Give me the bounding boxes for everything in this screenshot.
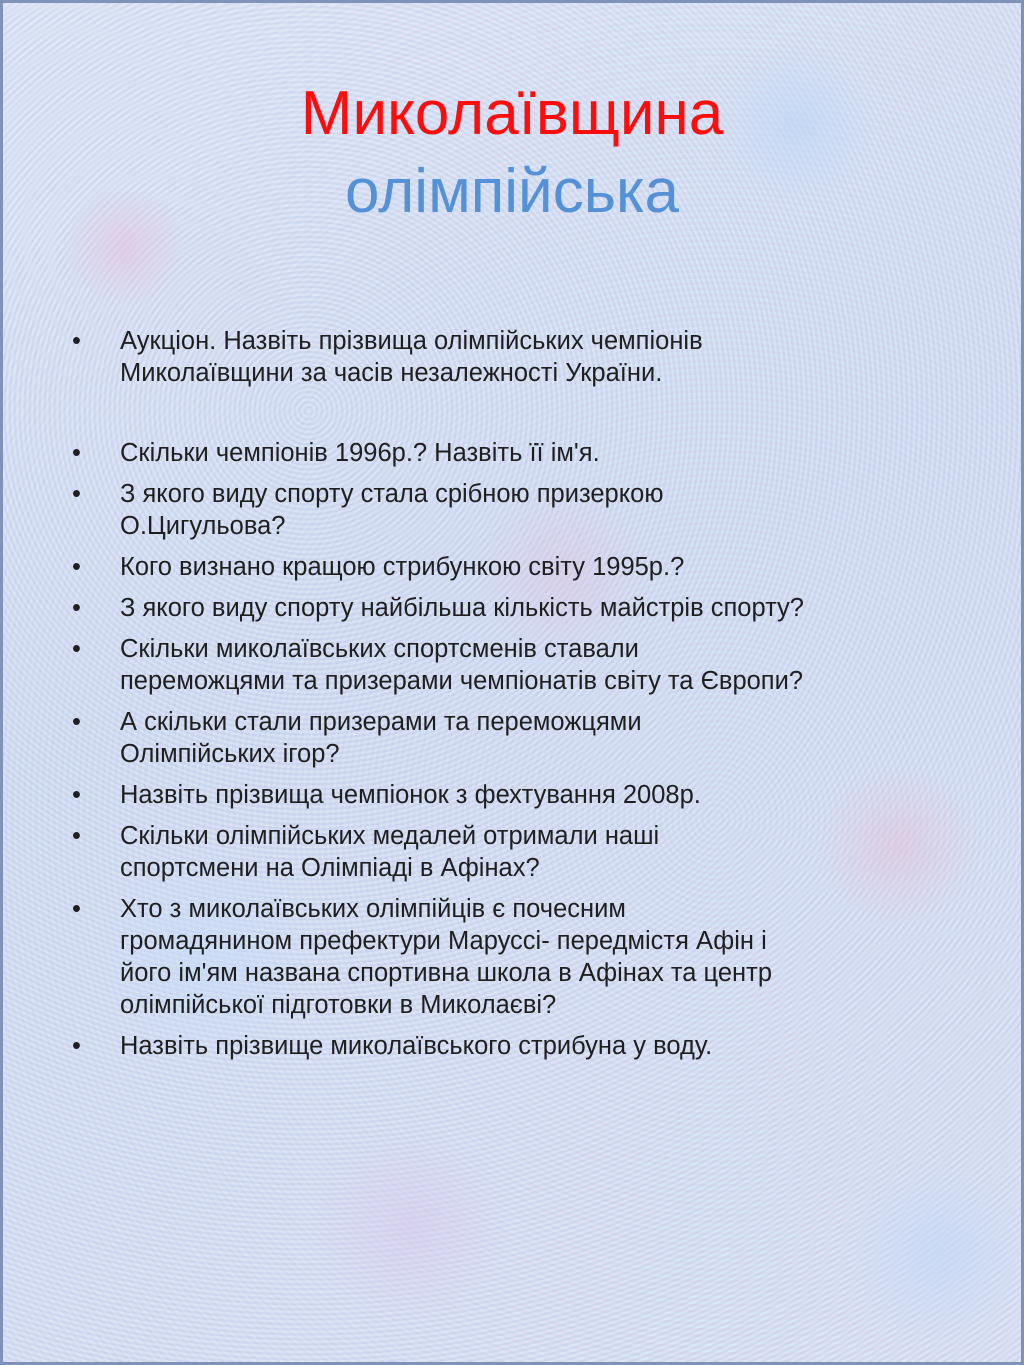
list-item [3,478,1003,542]
bullet-marker: • [72,781,81,809]
title-line-2: олімпійська [345,157,679,227]
bullet-marker: • [72,1032,81,1060]
bullet-marker: • [72,439,81,467]
list-item-text: Скільки олімпійських медалей отримали наші спортсмени на Олімпіаді в Афінах? [120,822,660,882]
list-item [3,325,1003,389]
list-item [3,893,1003,1021]
title-line-1: Миколаївщина [300,79,724,148]
bullet-marker: • [72,327,81,355]
list-item-text: Кого визнано кращою стрибункою світу 1995р.? [120,553,685,581]
list-item-text: З якого виду спорту стала срібною призеркою О.Цигульова? [120,480,664,540]
bullet-marker: • [72,480,81,508]
list-item-text: А скільки стали призерами та переможцями Олімпійських ігор? [120,708,642,768]
bullet-marker: • [72,708,81,736]
list-item [3,551,1003,583]
list-item [3,437,1003,469]
list-item-text: Аукціон. Назвіть прізвища олімпійських чемпіонів Миколаївщини за часів незалежності України. [120,327,703,387]
list-item [3,1030,1003,1062]
slide-title [3,75,1021,231]
list-item-text: З якого виду спорту найбільша кількість майстрів спорту? [120,594,804,622]
list-item [3,633,1003,697]
list-item [3,779,1003,811]
list-item-text: Хто з миколаївських олімпійців є почесним громадянином префектури Маруссі- передмістя Афін і його ім'ям названа спортивна школа в Афінах та центр олімпійської підготовки в Миколаєві? [120,895,773,1019]
bullet-marker: • [72,635,81,663]
list-item [3,706,1003,770]
list-item-text: Назвіть прізвища чемпіонок з фехтування 2008р. [120,781,701,809]
bullet-marker: • [72,594,81,622]
bullet-marker: • [72,895,81,923]
bullet-list [3,325,1003,1071]
list-item-text: Скільки чемпіонів 1996р.? Назвіть її ім'я. [120,439,600,467]
list-item-text: Назвіть прізвище миколаївського стрибуна у воду. [120,1032,713,1060]
bullet-marker: • [72,553,81,581]
list-item [3,592,1003,624]
list-item-text: Скільки миколаївських спортсменів ставали переможцями та призерами чемпіонатів світу та Європи? [120,635,804,695]
bullet-marker: • [72,822,81,850]
list-item [3,820,1003,884]
